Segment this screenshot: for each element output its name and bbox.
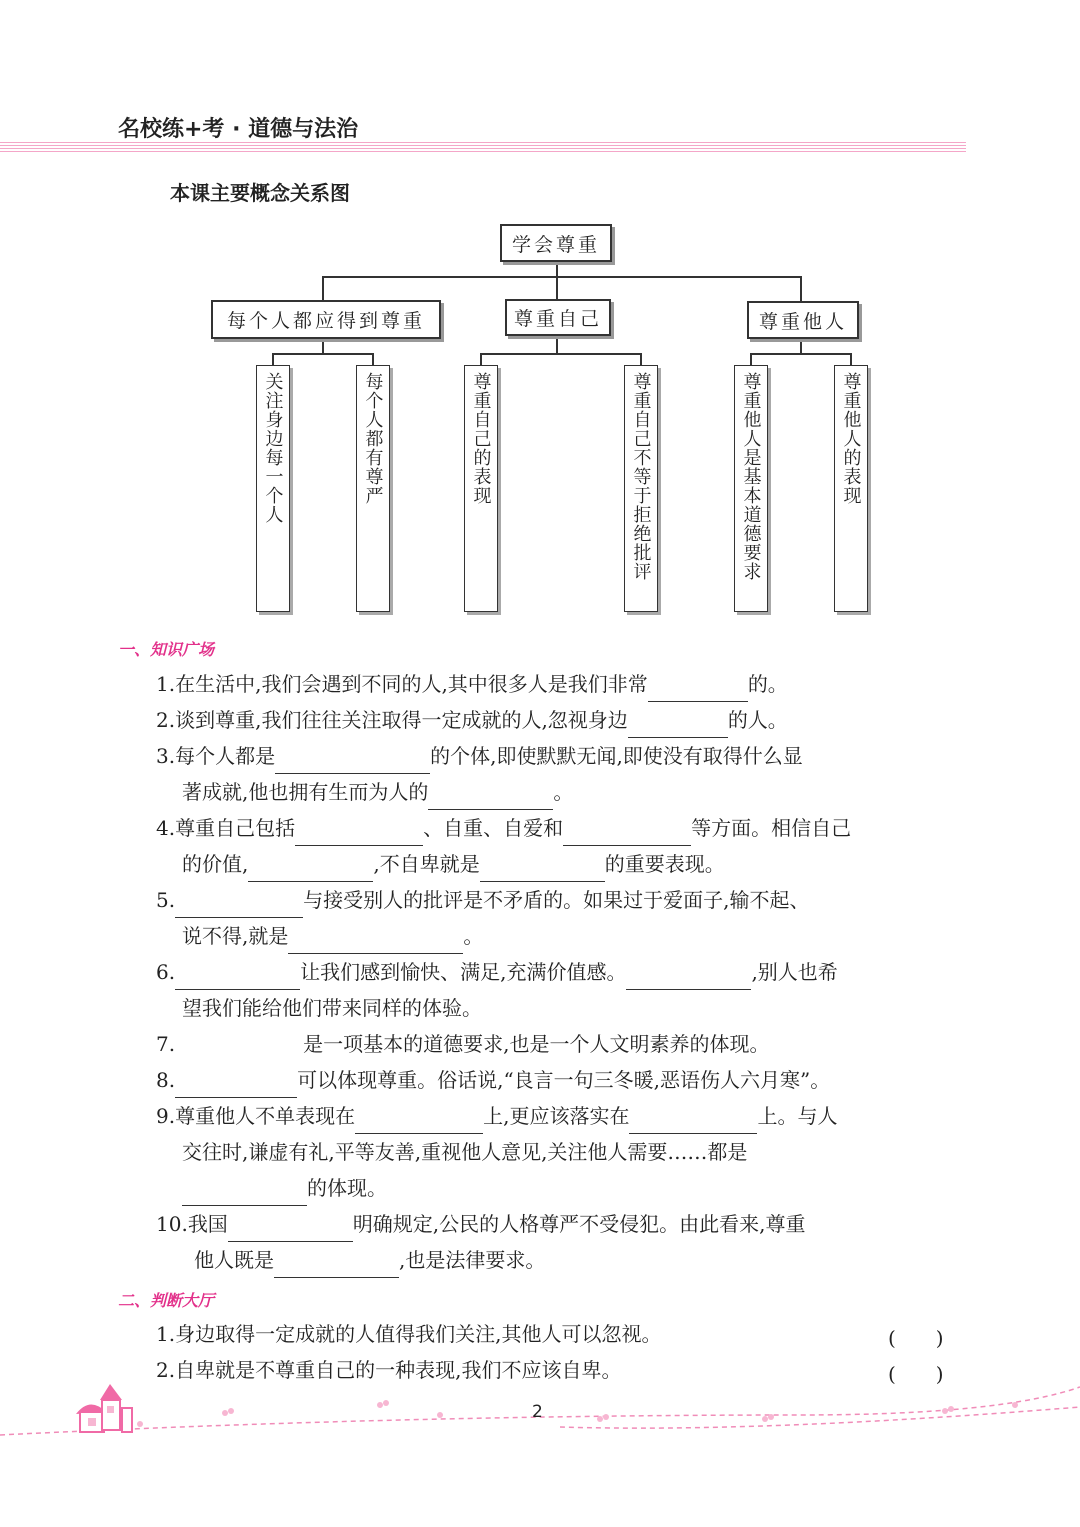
concept-branch-box: 尊重他人 xyxy=(747,301,859,339)
answer-blank[interactable] xyxy=(648,675,748,702)
question-number: 7. xyxy=(156,1032,176,1056)
question-line xyxy=(182,918,483,954)
question-text: 的重要表现。 xyxy=(604,852,725,876)
question-text: 是一项基本的道德要求,也是一个人文明素养的体现。 xyxy=(303,1032,770,1056)
connector xyxy=(322,337,324,353)
connector xyxy=(750,353,752,365)
connector xyxy=(272,353,274,365)
answer-blank[interactable] xyxy=(228,1215,353,1242)
page-number: 2 xyxy=(532,1402,543,1422)
answer-blank[interactable] xyxy=(288,927,463,954)
concept-leaf-label: 尊重他人的表现 xyxy=(840,372,862,505)
question-text: 上。与人 xyxy=(757,1104,838,1128)
question-line xyxy=(156,1206,806,1242)
question-line xyxy=(156,702,788,738)
question-line xyxy=(156,1098,837,1134)
concept-leaf-label: 尊重自己不等于拒绝批评 xyxy=(630,372,652,581)
concept-leaf-box xyxy=(834,365,868,612)
judgment-item xyxy=(156,1316,661,1352)
house-icon xyxy=(72,1378,152,1438)
question-number: 1. xyxy=(156,1322,176,1346)
connector xyxy=(272,353,374,355)
connector xyxy=(850,353,852,365)
question-line xyxy=(182,990,482,1026)
question-line xyxy=(156,810,851,846)
question-number: 6. xyxy=(156,960,176,984)
question-text: 可以体现尊重。俗话说,“良言一句三冬暖,恶语伤人六月寒”。 xyxy=(297,1068,831,1092)
connector xyxy=(750,353,852,355)
question-line xyxy=(182,1134,747,1170)
question-text: 的。 xyxy=(747,672,788,696)
question-line xyxy=(156,1062,830,1098)
question-number: 1. xyxy=(156,672,176,696)
concept-leaf-box xyxy=(624,365,658,612)
question-text: ,不自卑就是 xyxy=(373,852,480,876)
question-text: 自卑就是不尊重自己的一种表现,我们不应该自卑。 xyxy=(175,1358,622,1382)
concept-leaf-box xyxy=(256,365,290,612)
connector xyxy=(556,333,558,353)
concept-leaf-label: 每个人都有尊严 xyxy=(362,372,384,505)
question-text: 、自重、自爱和 xyxy=(423,816,564,840)
question-number: 4. xyxy=(156,816,176,840)
question-text: 说不得,就是 xyxy=(182,924,289,948)
question-number: 5. xyxy=(156,888,176,912)
answer-blank[interactable] xyxy=(182,1179,307,1206)
concept-leaf-label: 关注身边每一个人 xyxy=(262,372,284,524)
connector xyxy=(556,276,558,300)
question-text: 。 xyxy=(553,780,574,804)
question-text: 我国 xyxy=(187,1212,228,1236)
question-line xyxy=(156,738,803,774)
answer-blank[interactable] xyxy=(428,783,553,810)
question-text: 的体现。 xyxy=(307,1176,387,1200)
question-text: 的人。 xyxy=(727,708,788,732)
concept-branch-box: 每个人都应得到尊重 xyxy=(211,300,441,339)
concept-leaf-box xyxy=(356,365,390,612)
question-text: 著成就,他也拥有生而为人的 xyxy=(182,780,429,804)
question-text: 让我们感到愉快、满足,充满价值感。 xyxy=(300,960,627,984)
question-line xyxy=(156,666,788,702)
concept-leaf-box xyxy=(464,365,498,612)
question-text: 与接受别人的批评是不矛盾的。如果过于爱面子,输不起、 xyxy=(303,888,810,912)
concept-leaf-label: 尊重他人是基本道德要求 xyxy=(740,372,762,581)
question-text: ,也是法律要求。 xyxy=(399,1248,546,1272)
concept-leaf-label: 尊重自己的表现 xyxy=(470,372,492,505)
question-text: 等方面。相信自己 xyxy=(691,816,852,840)
concept-branch-box: 尊重自己 xyxy=(505,299,611,336)
question-number: 10. xyxy=(156,1212,188,1236)
answer-blank[interactable] xyxy=(274,1251,399,1278)
question-line xyxy=(182,1170,387,1206)
section-title: 二、判断大厅 xyxy=(118,1291,215,1310)
concept-root-box: 学会尊重 xyxy=(500,224,612,262)
question-text: 谈到尊重,我们往往关注取得一定成就的人,忽视身边 xyxy=(175,708,628,732)
question-line xyxy=(156,882,809,918)
question-text: 明确规定,公民的人格尊严不受侵犯。由此看来,尊重 xyxy=(352,1212,806,1236)
answer-blank[interactable] xyxy=(248,855,373,882)
question-text: 每个人都是 xyxy=(175,744,276,768)
question-line xyxy=(156,954,838,990)
connector xyxy=(322,276,800,278)
question-line xyxy=(182,774,573,810)
header-band xyxy=(0,142,966,154)
question-line xyxy=(156,1026,769,1062)
question-text: 的个体,即使默默无闻,即使没有取得什么显 xyxy=(430,744,803,768)
answer-blank[interactable] xyxy=(275,747,430,774)
answer-blank[interactable] xyxy=(628,711,728,738)
answer-blank[interactable] xyxy=(175,1036,303,1062)
connector xyxy=(640,353,642,365)
connector xyxy=(800,276,802,302)
question-text: 望我们能给他们带来同样的体验。 xyxy=(182,996,482,1020)
answer-blank[interactable] xyxy=(175,963,300,990)
concept-leaf-box xyxy=(734,365,768,612)
connector xyxy=(480,353,642,355)
question-text: 尊重他人不单表现在 xyxy=(175,1104,356,1128)
answer-blank[interactable] xyxy=(355,1107,483,1134)
question-line xyxy=(182,846,725,882)
question-text: 交往时,谦虚有礼,平等友善,重视他人意见,关注他人需要……都是 xyxy=(182,1140,748,1164)
answer-blank[interactable] xyxy=(175,1071,297,1098)
connector xyxy=(800,337,802,353)
question-text: 上,更应该落实在 xyxy=(483,1104,630,1128)
connector xyxy=(480,353,482,365)
answer-blank[interactable] xyxy=(175,891,303,918)
answer-blank[interactable] xyxy=(295,819,423,846)
answer-blank[interactable] xyxy=(563,819,691,846)
question-line xyxy=(194,1242,545,1278)
question-text: 。 xyxy=(463,924,484,948)
question-text: 身边取得一定成就的人值得我们关注,其他人可以忽视。 xyxy=(175,1322,662,1346)
question-text: 在生活中,我们会遇到不同的人,其中很多人是我们非常 xyxy=(175,672,648,696)
question-number: 2. xyxy=(156,708,176,732)
concept-map-title: 本课主要概念关系图 xyxy=(170,181,350,205)
question-text: 他人既是 xyxy=(194,1248,274,1272)
answer-blank[interactable] xyxy=(626,963,751,990)
question-number: 9. xyxy=(156,1104,176,1128)
answer-parentheses[interactable]: ( ) xyxy=(888,1326,944,1350)
page-header-title: 名校练+考 · 道德与法治 xyxy=(118,117,359,142)
question-number: 3. xyxy=(156,744,176,768)
question-text: 的价值, xyxy=(182,852,249,876)
section-title: 一、知识广场 xyxy=(118,640,215,659)
answer-blank[interactable] xyxy=(480,855,605,882)
connector xyxy=(372,353,374,365)
connector xyxy=(322,276,324,300)
question-text: 尊重自己包括 xyxy=(175,816,296,840)
answer-parentheses[interactable]: ( ) xyxy=(888,1362,944,1386)
question-number: 2. xyxy=(156,1358,176,1382)
question-number: 8. xyxy=(156,1068,176,1092)
question-text: ,别人也希 xyxy=(751,960,838,984)
connector xyxy=(556,260,558,276)
answer-blank[interactable] xyxy=(629,1107,757,1134)
